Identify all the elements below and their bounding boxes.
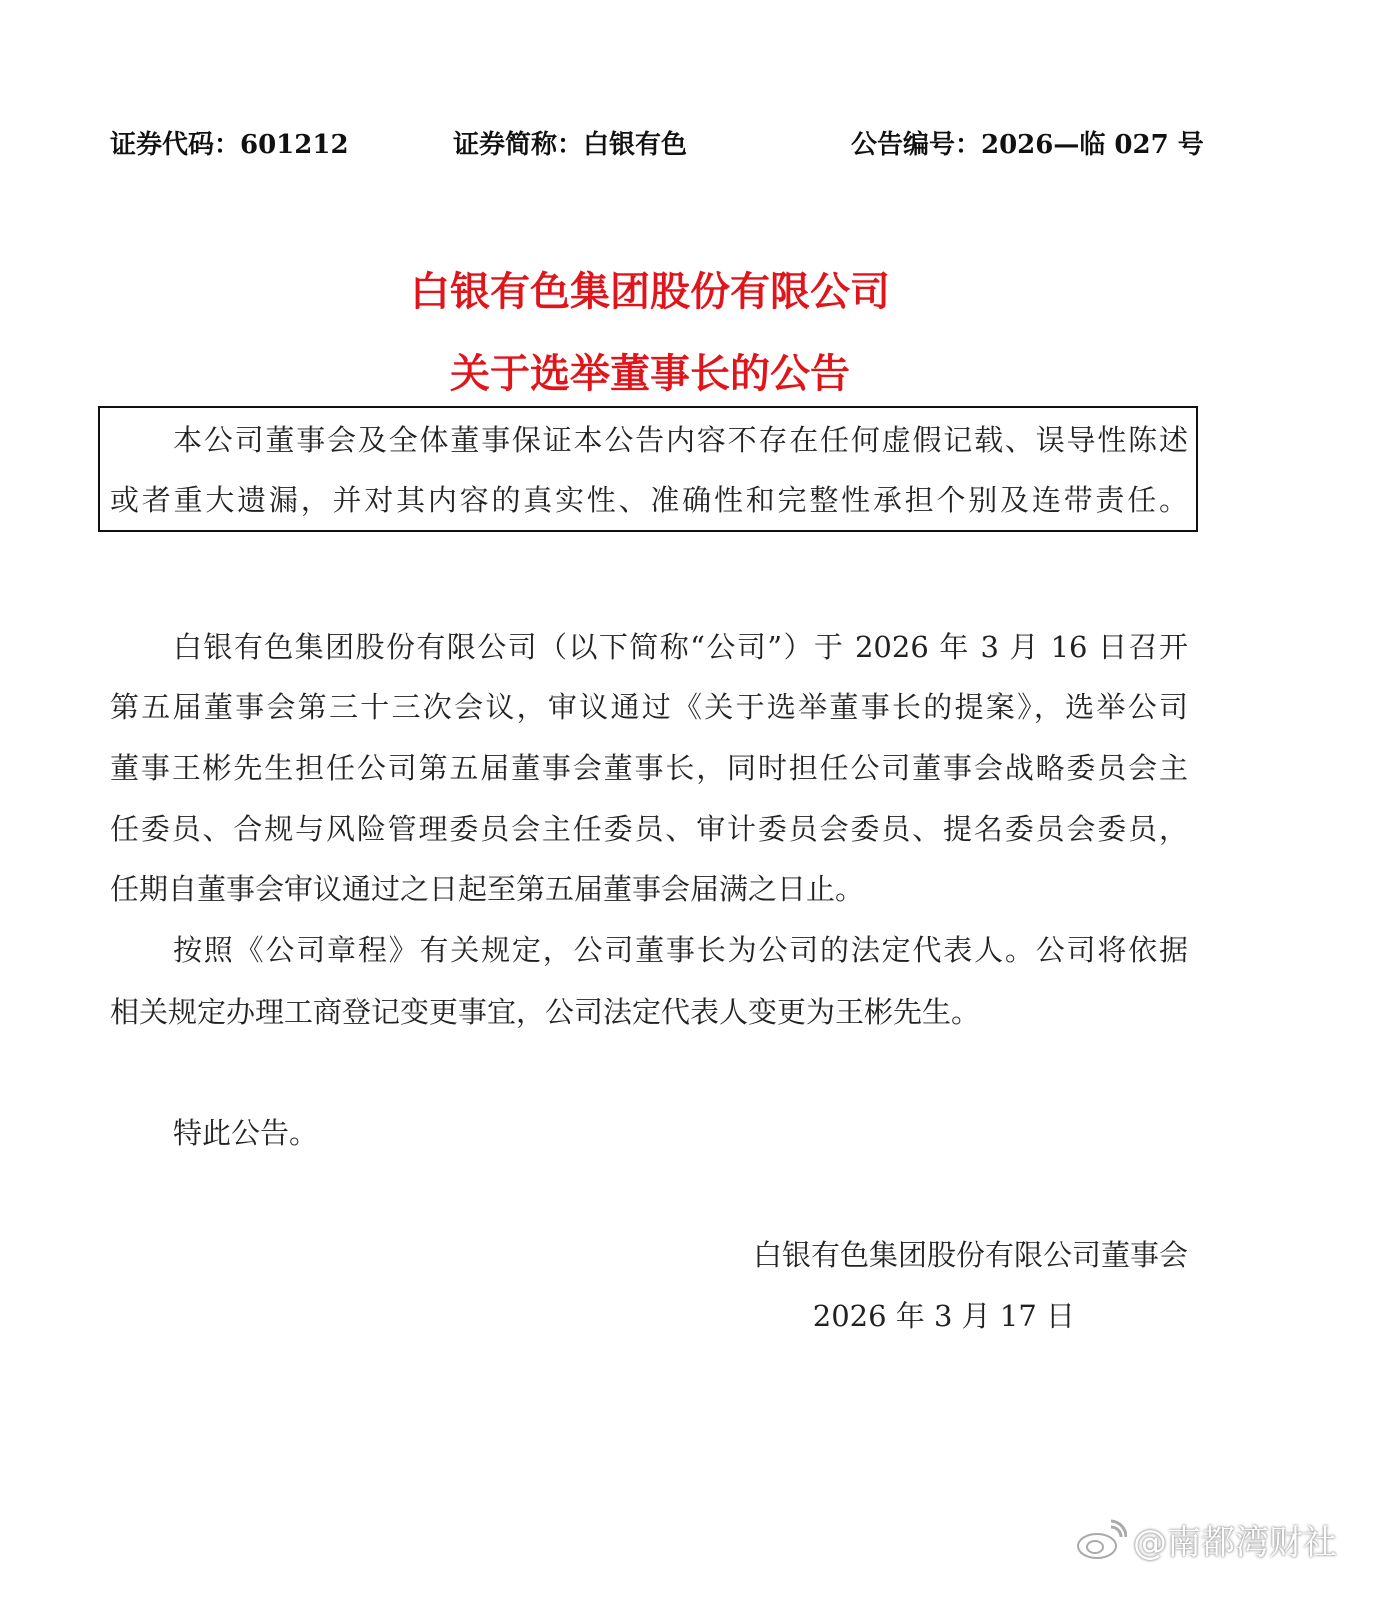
weibo-icon xyxy=(1075,1519,1127,1561)
stock-code: 证券代码：601212 xyxy=(110,130,349,160)
closing-text: 特此公告。 xyxy=(173,1116,319,1150)
announcement-number: 公告编号：2026—临 027 号 xyxy=(851,130,1204,160)
document-title-subject: 关于选举董事长的公告 xyxy=(450,351,850,397)
document-title-company: 白银有色集团股份有限公司 xyxy=(410,269,890,315)
watermark xyxy=(1075,1515,1337,1564)
stock-name: 证券简称：白银有色 xyxy=(453,130,688,160)
disclaimer-line: 本公司董事会及全体董事保证本公告内容不存在任何虚假记载、误导性陈述 xyxy=(173,423,1188,457)
body-line: 董事王彬先生担任公司第五届董事会董事长，同时担任公司董事会战略委员会主 xyxy=(110,751,1188,785)
body-line: 白银有色集团股份有限公司（以下简称“公司”）于 2026 年 3 月 16 日召开 xyxy=(173,630,1188,664)
body-line: 第五届董事会第三十三次会议，审议通过《关于选举董事长的提案》，选举公司 xyxy=(110,690,1188,724)
signature-org: 白银有色集团股份有限公司董事会 xyxy=(752,1238,1188,1272)
disclaimer-line: 或者重大遗漏，并对其内容的真实性、准确性和完整性承担个别及连带责任。 xyxy=(110,483,1188,517)
body-line: 任期自董事会审议通过之日起至第五届董事会届满之日止。 xyxy=(110,872,865,906)
watermark-text: @南都湾财社 xyxy=(1133,1523,1337,1563)
body-line: 按照《公司章程》有关规定，公司董事长为公司的法定代表人。公司将依据 xyxy=(173,933,1188,967)
body-line: 相关规定办理工商登记变更事宜，公司法定代表人变更为王彬先生。 xyxy=(110,995,981,1029)
body-line: 任委员、合规与风险管理委员会主任委员、审计委员会委员、提名委员会委员， xyxy=(110,812,1188,846)
signature-date: 2026 年 3 月 17 日 xyxy=(812,1299,1075,1333)
